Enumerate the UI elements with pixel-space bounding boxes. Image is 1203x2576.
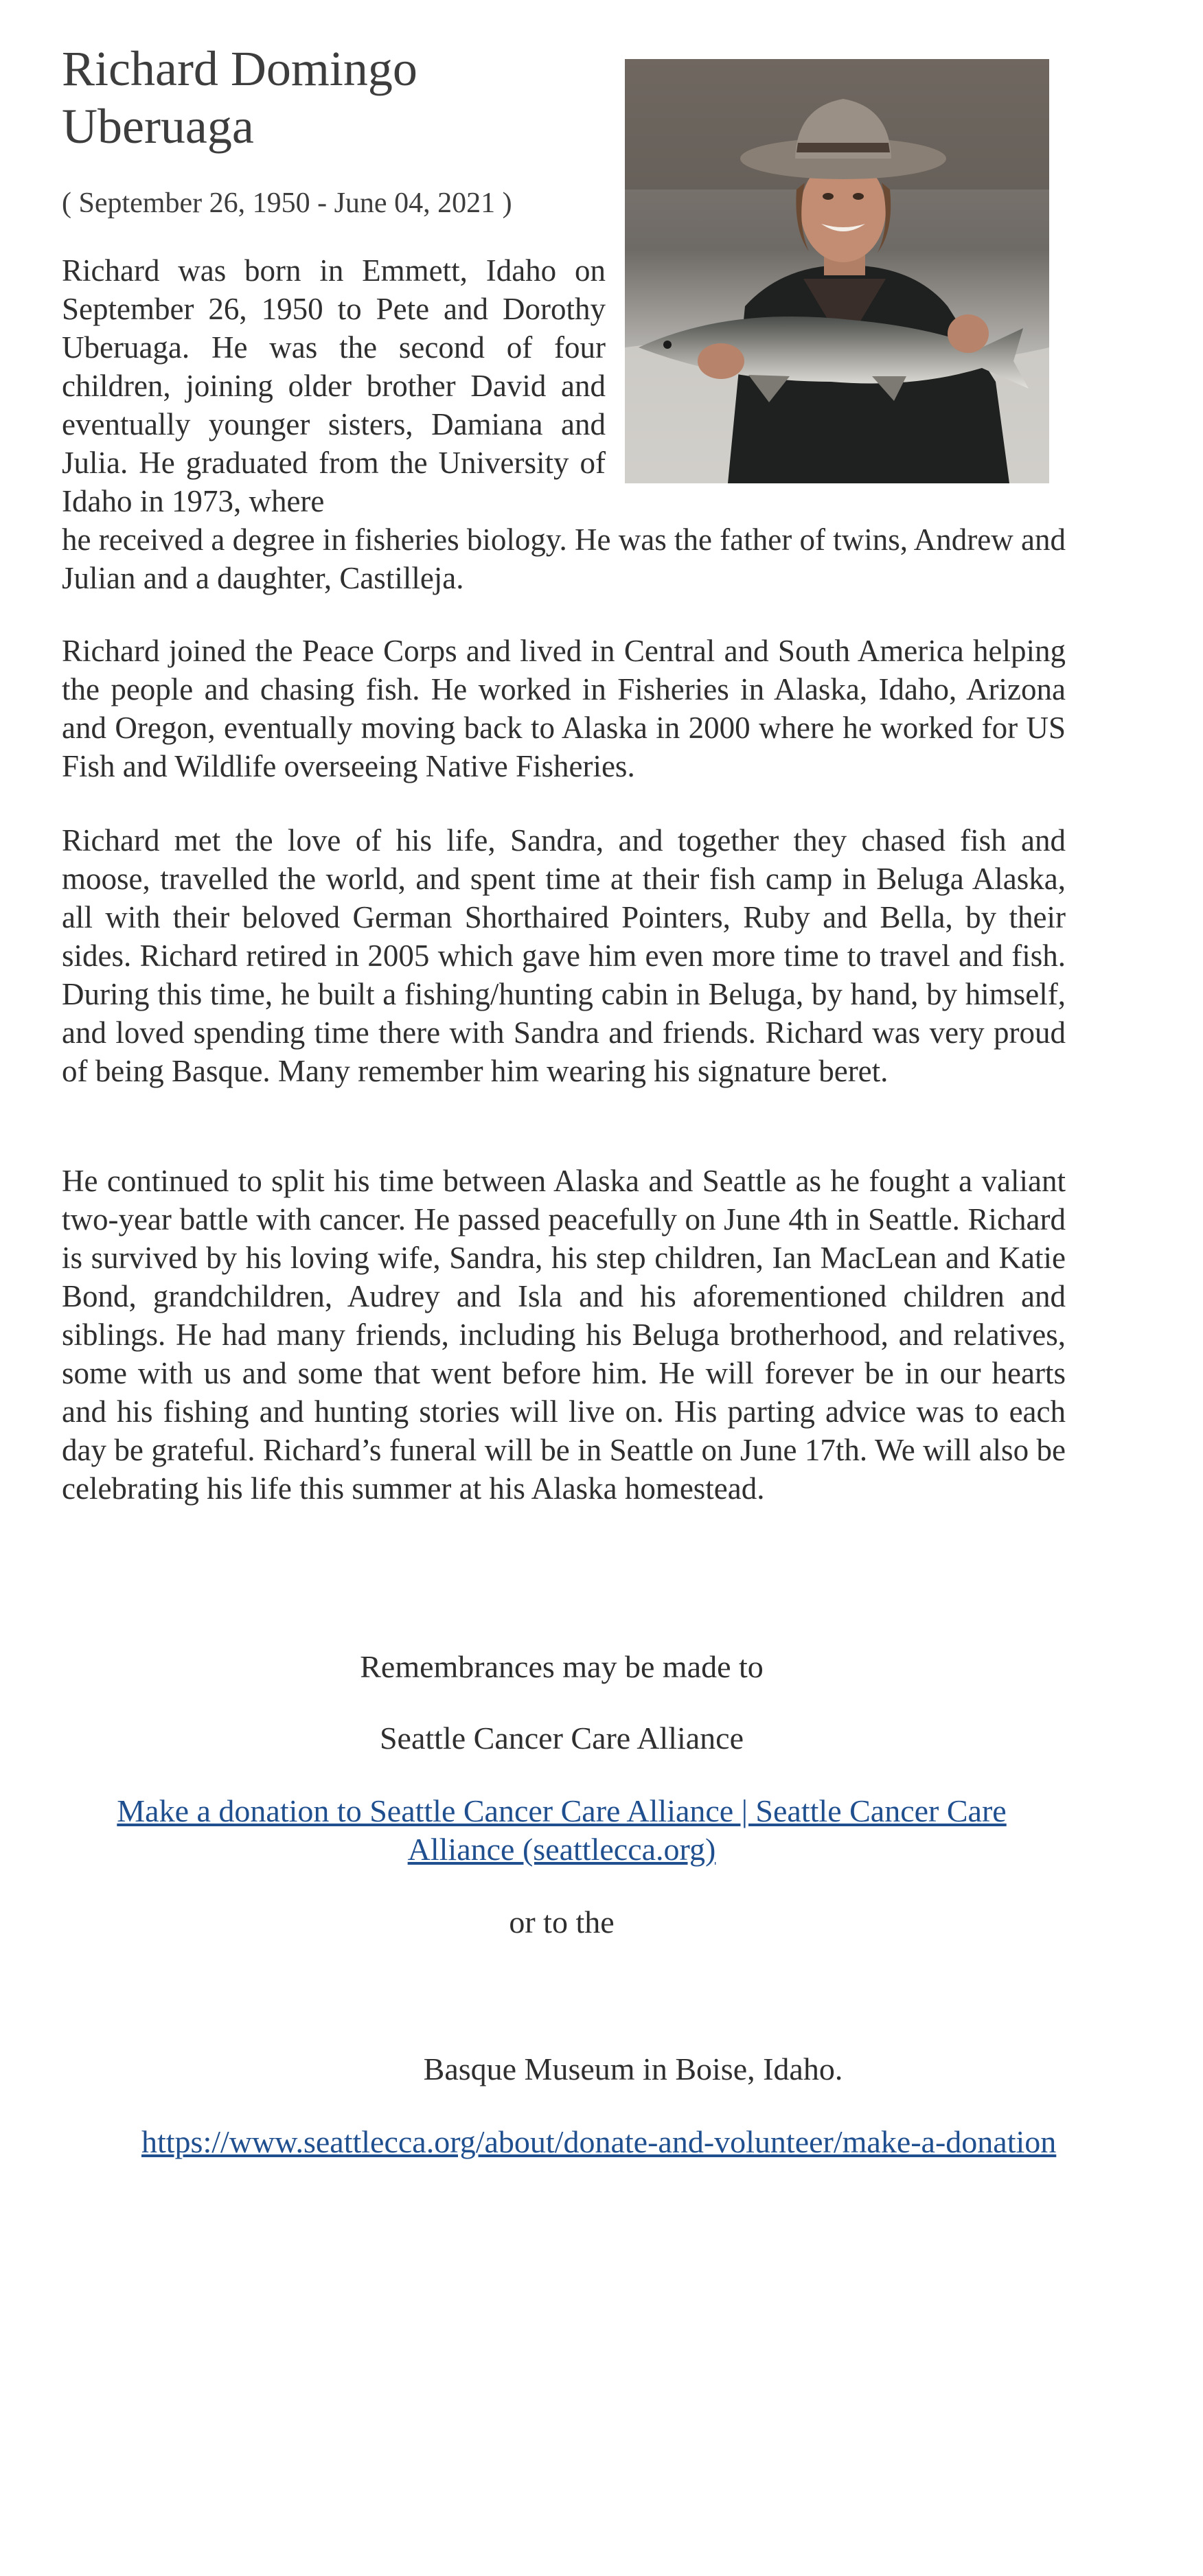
remembrances-connector: or to the bbox=[509, 1905, 615, 1940]
obituary-paragraph-1 bbox=[62, 251, 1066, 597]
remembrance-org-1: Seattle Cancer Care Alliance bbox=[379, 1721, 744, 1756]
paragraph-1-wrapped: Richard was born in Emmett, Idaho on September 26, 1950 to Pete and Dorothy Uberuaga. He was the second of four children, joining older brother David and eventually younger sisters, Damiana and Julia. He graduated from the University of Idaho in 1973, where bbox=[62, 253, 606, 518]
name-line-2: Uberuaga bbox=[62, 99, 254, 154]
obituary-paragraph-3: Richard met the love of his life, Sandra, and together they chased fish and moose, travelled the world, and spent time at their fish camp in Beluga Alaska, all with their beloved German Shorthaired Pointers, Ruby and Bella, by their sides. Richard retired in 2005 which gave him even more time to travel and fish. During this time, he built a fishing/hunting cabin in Beluga, by hand, by himself, and loved spending time there with Sandra and friends. Richard was very proud of being Basque. Many remember him wearing his signature beret. bbox=[62, 823, 1066, 1088]
obituary-paragraph-2: Richard joined the Peace Corps and lived in Central and South America helping the people and chasing fish. He worked in Fisheries in Alaska, Idaho, Arizona and Oregon, eventually moving back to Alaska in 2000 where he worked for US Fish and Wildlife overseeing Native Fisheries. bbox=[62, 634, 1066, 783]
obituary-paragraph-4: He continued to split his time between Alaska and Seattle as he fought a valiant two-year battle with cancer. He passed peacefully on June 4th in Seattle. Richard is survived by his loving wife, Sandra, his step children, Ian MacLean and Katie Bond, grandchildren, Audrey and Isla and his aforementioned children and siblings. He had many friends, including his Beluga brotherhood, and relatives, some with us and some that went before him. He will forever be in our hearts and his fishing and hunting stories will live on. His parting advice was to each day be grateful. Richard’s funeral will be in Seattle on June 17th. We will also be celebrating his life this summer at his Alaska homestead. bbox=[62, 1164, 1066, 1506]
remembrances-intro: Remembrances may be made to bbox=[360, 1649, 764, 1684]
paragraph-1-full: he received a degree in fisheries biology. He was the father of twins, Andrew and Julian and a daughter, Castilleja. bbox=[62, 522, 1066, 595]
name-line-1: Richard Domingo bbox=[62, 41, 417, 96]
donation-url-link[interactable]: https://www.seattlecca.org/about/donate-and-volunteer/make-a-donation bbox=[141, 2124, 1057, 2159]
life-dates: ( September 26, 1950 - June 04, 2021 ) bbox=[62, 187, 512, 219]
page-title bbox=[62, 40, 584, 155]
remembrance-org-2: Basque Museum in Boise, Idaho. bbox=[423, 2051, 843, 2086]
donation-link-scca[interactable]: Make a donation to Seattle Cancer Care Alliance | Seattle Cancer Care Alliance (seattlecca.org) bbox=[117, 1793, 1007, 1867]
